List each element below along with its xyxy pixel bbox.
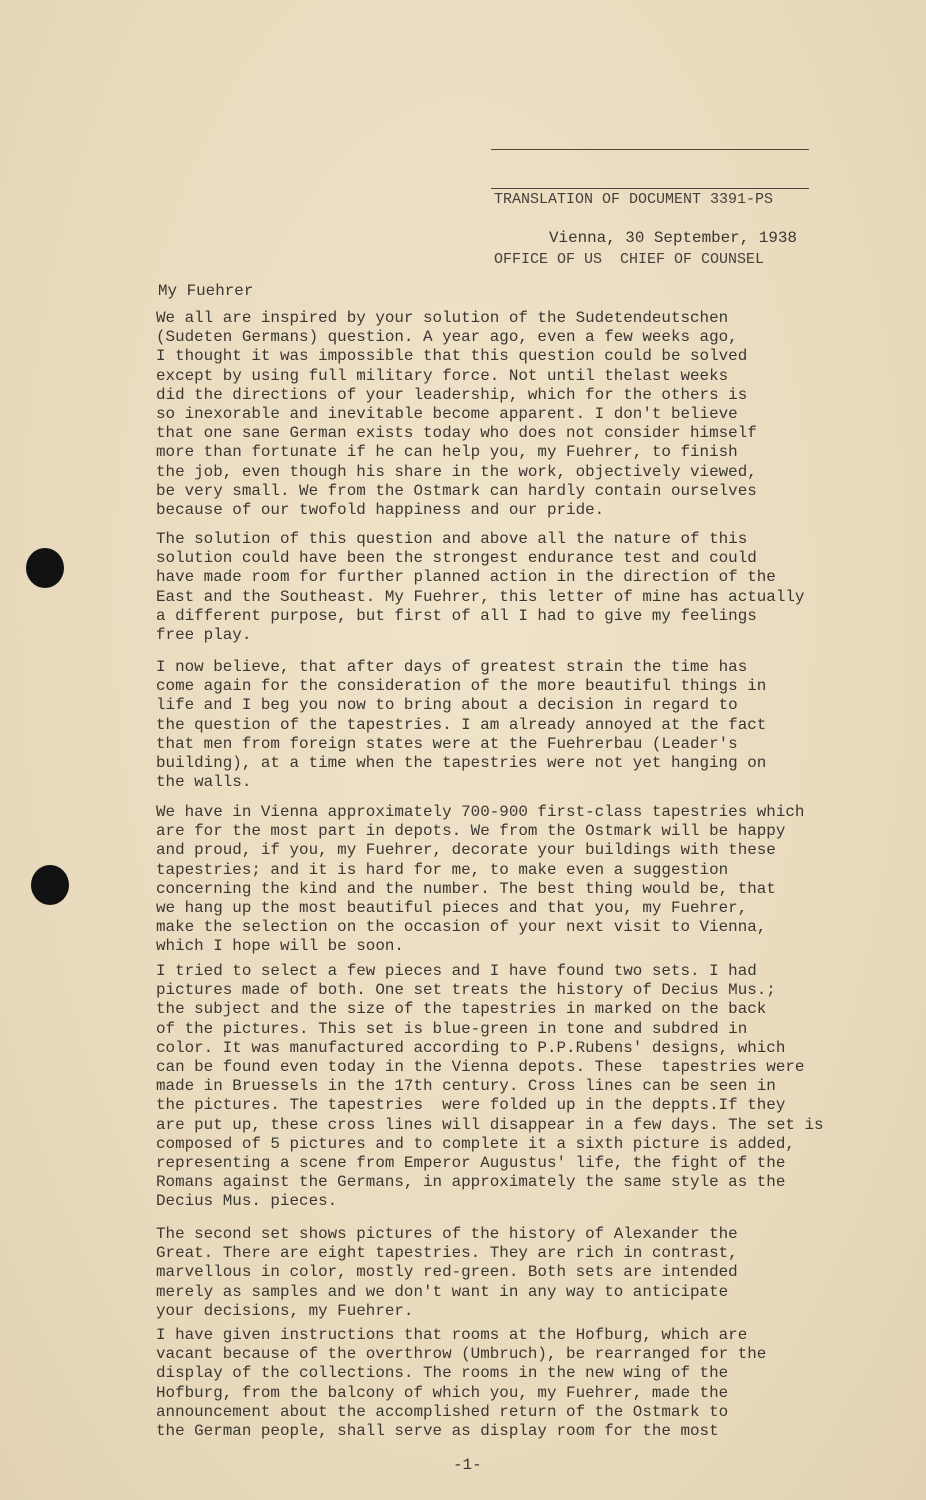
text-line: We have in Vienna approximately 700-900 first-class tapestries which [156, 803, 805, 821]
text-line: Hofburg, from the balcony of which you, my Fuehrer, made the [156, 1383, 729, 1402]
text-line: the subject and the size of the tapestries in marked on the back [156, 1000, 767, 1019]
text-line: the question of the tapestries. I am already annoyed at the fact [156, 715, 767, 734]
text-line: that men from foreign states were at the Fuehrerbau (Leader's [156, 734, 738, 753]
text-line: representing a scene from Emperor Augustus' life, the fight of the [156, 1154, 786, 1173]
document-header [494, 150, 777, 290]
punch-hole [31, 865, 69, 905]
text-line: the pictures. The tapestries were folded up in the deppts.If they [156, 1096, 786, 1115]
text-line: solution could have been the strongest endurance test and could [156, 549, 757, 568]
text-line: are put up, these cross lines will disappear in a few days. The set is [156, 1115, 824, 1134]
text-line: I now believe, that after days of greatest strain the time has [156, 658, 748, 676]
text-line: vacant because of the overthrow (Umbruch), be rearranged for the [156, 1345, 767, 1364]
text-line: free play. [156, 626, 252, 645]
text-line: did the directions of your leadership, which for the others is [156, 385, 748, 404]
text-line: Romans against the Germans, in approximately the same style as the [156, 1173, 786, 1192]
text-line: except by using full military force. Not until thelast weeks [156, 366, 729, 385]
header-rule-top [491, 149, 809, 150]
text-line: more than fortunate if he can help you, my Fuehrer, to finish [156, 443, 738, 462]
text-line: marvellous in color, mostly red-green. Both sets are intended [156, 1263, 738, 1282]
text-line: Great. There are eight tapestries. They are rich in contrast, [156, 1244, 738, 1263]
text-line: building), at a time when the tapestries were not yet hanging on [156, 754, 767, 773]
text-line: (Sudeten Germans) question. A year ago, even a few weeks ago, [156, 328, 738, 347]
text-line: that one sane German exists today who does not consider himself [156, 424, 757, 443]
text-line: we hang up the most beautiful pieces and that you, my Fuehrer, [156, 899, 748, 918]
text-line: are for the most part in depots. We from the Ostmark will be happy [156, 822, 786, 841]
text-line: East and the Southeast. My Fuehrer, this letter of mine has actually [156, 587, 805, 606]
text-line: merely as samples and we don't want in any way to anticipate [156, 1282, 729, 1301]
paragraph [156, 803, 804, 957]
paragraph [156, 1225, 738, 1321]
text-line: color. It was manufactured according to P.P.Rubens' designs, which [156, 1038, 786, 1057]
text-line: pictures made of both. One set treats the history of Decius Mus.; [156, 981, 776, 1000]
text-line: a different purpose, but first of all I had to give my feelings [156, 606, 757, 625]
header-line-2: OFFICE OF US CHIEF OF COUNSEL [494, 251, 765, 268]
page-number: -1- [453, 1456, 482, 1474]
text-line: I thought it was impossible that this question could be solved [156, 347, 748, 366]
text-line: be very small. We from the Ostmark can hardly contain ourselves [156, 481, 757, 500]
text-line: so inexorable and inevitable become apparent. I don't believe [156, 405, 738, 424]
text-line: your decisions, my Fuehrer. [156, 1301, 414, 1320]
text-line: make the selection on the occasion of your next visit to Vienna, [156, 918, 767, 937]
text-line: tapestries; and it is hard for me, to make even a suggestion [156, 860, 729, 879]
text-line: of the pictures. This set is blue-green in tone and subdred in [156, 1019, 748, 1038]
paragraph [156, 530, 804, 645]
text-line: I have given instructions that rooms at the Hofburg, which are [156, 1326, 748, 1344]
header-line-1: TRANSLATION OF DOCUMENT 3391-PS [494, 191, 774, 208]
text-line: concerning the kind and the number. The best thing would be, that [156, 879, 776, 898]
text-line: because of our twofold happiness and our pride. [156, 501, 605, 520]
text-line: composed of 5 pictures and to complete it a sixth picture is added, [156, 1134, 795, 1153]
text-line: the job, even though his share in the work, objectively viewed, [156, 462, 757, 481]
text-line: display of the collections. The rooms in the new wing of the [156, 1364, 729, 1383]
text-line: life and I beg you now to bring about a decision in regard to [156, 696, 738, 715]
header-rule-bottom [491, 188, 809, 189]
text-line: The second set shows pictures of the history of Alexander the [156, 1225, 738, 1243]
text-line: announcement about the accomplished return of the Ostmark to [156, 1402, 729, 1421]
dateline: Vienna, 30 September, 1938 [549, 229, 797, 247]
text-line: which I hope will be soon. [156, 937, 404, 956]
text-line: can be found even today in the Vienna depots. These tapestries were [156, 1058, 805, 1077]
text-line: come again for the consideration of the more beautiful things in [156, 677, 767, 696]
text-line: I tried to select a few pieces and I have found two sets. I had [156, 962, 757, 980]
text-line: We all are inspired by your solution of the Sudetendeutschen [156, 309, 729, 327]
text-line: the German people, shall serve as display room for the most [156, 1422, 719, 1441]
paragraph [156, 658, 766, 792]
paragraph [156, 962, 824, 1212]
text-line: made in Bruessels in the 17th century. Cross lines can be seen in [156, 1077, 776, 1096]
text-line: have made room for further planned action in the direction of the [156, 568, 776, 587]
punch-hole [26, 548, 64, 588]
text-line: The solution of this question and above all the nature of this [156, 530, 748, 548]
text-line: the walls. [156, 773, 252, 792]
salutation: My Fuehrer [158, 282, 254, 300]
paragraph [156, 309, 757, 520]
paragraph [156, 1326, 766, 1441]
text-line: Decius Mus. pieces. [156, 1192, 338, 1211]
text-line: and proud, if you, my Fuehrer, decorate your buildings with these [156, 841, 776, 860]
